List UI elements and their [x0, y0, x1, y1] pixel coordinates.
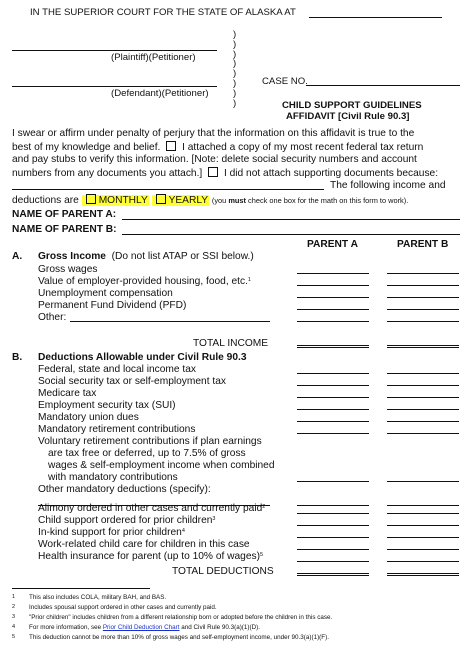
social-security-tax-label: Social security tax or self-employment tax — [38, 376, 226, 387]
in-kind-support-label: In-kind support for prior children$^4$ — [38, 527, 185, 538]
sui-tax-b[interactable] — [387, 409, 459, 410]
pfd-a[interactable] — [297, 309, 369, 310]
defendant-label: (Defendant)(Petitioner) — [111, 88, 209, 99]
housing-value-label: Value of employer-provided housing, food, etc.$^1$ — [38, 276, 251, 287]
check-note-1: (you — [211, 196, 229, 205]
mandatory-retirement-b[interactable] — [387, 433, 459, 434]
gross-wages-label: Gross wages — [38, 264, 98, 275]
period-selection-row — [12, 194, 408, 206]
total-deductions-label: TOTAL DEDUCTIONS — [172, 566, 274, 577]
caption-bracket: ) ) ) ) ) ) ) ) — [233, 29, 237, 109]
section-a-title: Gross Income — [38, 251, 106, 262]
sui-tax-a[interactable] — [297, 409, 369, 410]
housing-value-b[interactable] — [387, 285, 459, 286]
oath-line-4b: I did not attach supporting documents because: — [223, 168, 439, 179]
total-income-a[interactable] — [297, 345, 369, 346]
oath-line-5: The following income and — [330, 180, 446, 191]
monthly-label: MONTHLY — [98, 195, 148, 206]
other-income-a[interactable] — [297, 321, 369, 322]
sui-tax-label: Employment security tax (SUI) — [38, 400, 176, 411]
section-a-note: (Do not list ATAP or SSI below.) — [111, 251, 254, 262]
section-a-letter: A. — [12, 251, 23, 262]
oath-line-2 — [12, 141, 423, 153]
total-deductions-a-double — [297, 575, 369, 576]
total-deductions-b-double — [387, 575, 459, 576]
other-income-label: Other: — [38, 312, 67, 323]
mandatory-retirement-a[interactable] — [297, 433, 369, 434]
other-deductions-b[interactable] — [387, 505, 459, 506]
oath-line-3: and pay stubs to verify this information. [Note: delete social security numbers and account — [12, 154, 417, 165]
no-documents-checkbox[interactable] — [208, 167, 218, 177]
union-dues-label: Mandatory union dues — [38, 412, 139, 423]
pfd-label: Permanent Fund Dividend (PFD) — [38, 300, 187, 311]
case-no-label: CASE NO. — [262, 76, 308, 87]
defendant-name-field[interactable] — [12, 86, 217, 87]
alimony-b[interactable] — [387, 513, 459, 514]
child-care-a[interactable] — [297, 549, 369, 550]
other-deductions-label: Other mandatory deductions (specify): — [38, 484, 211, 495]
oath-line-1: I swear or affirm under penalty of perjury that the information on this affidavit is true to the — [12, 128, 415, 139]
section-a-heading — [38, 251, 254, 262]
income-tax-a[interactable] — [297, 373, 369, 374]
footnote-4-text: For more information, see Prior Child Deduction Chart and Civil Rule 90.3(a)(1)(D). — [29, 624, 260, 631]
parent-b-column-header: PARENT B — [397, 239, 449, 250]
prior-child-support-b[interactable] — [387, 525, 459, 526]
parent-b-label: NAME OF PARENT B: — [12, 224, 117, 235]
parent-a-column-header: PARENT A — [307, 239, 358, 250]
other-income-specify-field[interactable] — [70, 321, 270, 322]
form-title-2: AFFIDAVIT [Civil Rule 90.3] — [286, 111, 410, 122]
footnote-5-number: 5 — [12, 634, 16, 640]
voluntary-retirement-label-4: with mandatory contributions — [48, 472, 178, 483]
oath-line-2a: best of my knowledge and belief. — [12, 142, 161, 153]
health-insurance-a[interactable] — [297, 561, 369, 562]
monthly-checkbox[interactable] — [86, 194, 96, 204]
total-income-b-double — [387, 347, 459, 348]
section-b-letter: B. — [12, 352, 23, 363]
plaintiff-label: (Plaintiff)(Petitioner) — [111, 52, 196, 63]
total-income-b[interactable] — [387, 345, 459, 346]
medicare-tax-a[interactable] — [297, 397, 369, 398]
prior-child-deduction-chart-link[interactable]: Prior Child Deduction Chart — [102, 624, 180, 631]
check-note-must: must — [228, 196, 246, 205]
child-care-label: Work-related child care for children in this case — [38, 539, 250, 550]
footnote-5-text: This deduction cannot be more than 10% of gross wages and self-employment income, under 90.3(a)(1)(F). — [29, 634, 329, 641]
court-location-field[interactable] — [309, 17, 442, 18]
income-tax-b[interactable] — [387, 373, 459, 374]
oath-line-2b: I attached a copy of my most recent federal tax return — [182, 142, 424, 153]
footnote-3-text: "Prior children" includes children from a different relationship born or adopted before the children in this case. — [29, 614, 333, 621]
mandatory-retirement-label: Mandatory retirement contributions — [38, 424, 196, 435]
total-income-label: TOTAL INCOME — [193, 338, 269, 349]
no-documents-reason-field[interactable] — [12, 189, 324, 190]
social-security-tax-a[interactable] — [297, 385, 369, 386]
yearly-checkbox[interactable] — [156, 194, 166, 204]
gross-wages-a[interactable] — [297, 273, 369, 274]
total-deductions-b[interactable] — [387, 573, 459, 574]
court-title: IN THE SUPERIOR COURT FOR THE STATE OF ALASKA AT — [30, 7, 296, 18]
deductions-are-label: deductions are — [12, 195, 79, 206]
social-security-tax-b[interactable] — [387, 385, 459, 386]
voluntary-retirement-b[interactable] — [387, 481, 459, 482]
monthly-option[interactable] — [82, 195, 149, 206]
prior-child-support-a[interactable] — [297, 525, 369, 526]
yearly-option[interactable] — [152, 195, 209, 206]
unemployment-label: Unemployment compensation — [38, 288, 173, 299]
section-b-title: Deductions Allowable under Civil Rule 90.3 — [38, 352, 247, 363]
union-dues-b[interactable] — [387, 421, 459, 422]
footnote-2-text: Includes spousal support ordered in other cases and currently paid. — [29, 604, 217, 611]
housing-value-a[interactable] — [297, 285, 369, 286]
medicare-tax-label: Medicare tax — [38, 388, 97, 399]
total-deductions-a[interactable] — [297, 573, 369, 574]
footnote-4-number: 4 — [12, 624, 16, 630]
oath-line-4 — [12, 167, 438, 179]
prior-child-support-label: Child support ordered for prior children$^3$ — [38, 515, 216, 526]
unemployment-b[interactable] — [387, 297, 459, 298]
parent-b-name-field[interactable] — [122, 234, 460, 235]
other-income-b[interactable] — [387, 321, 459, 322]
parent-a-label: NAME OF PARENT A: — [12, 209, 117, 220]
income-tax-label: Federal, state and local income tax — [38, 364, 196, 375]
yearly-label: YEARLY — [168, 195, 209, 206]
check-note-2: check one box for the math on this form to work). — [246, 196, 409, 205]
footnote-1-text: This also includes COLA, military BAH, and BAS. — [29, 594, 167, 601]
other-deductions-a[interactable] — [297, 505, 369, 506]
gross-wages-b[interactable] — [387, 273, 459, 274]
alimony-a[interactable] — [297, 513, 369, 514]
voluntary-retirement-a[interactable] — [297, 481, 369, 482]
in-kind-support-a[interactable] — [297, 537, 369, 538]
health-insurance-label: Health insurance for parent (up to 10% of wages)$^5$ — [38, 551, 264, 562]
case-no-field[interactable] — [306, 85, 460, 86]
medicare-tax-b[interactable] — [387, 397, 459, 398]
child-care-b[interactable] — [387, 549, 459, 550]
form-title-1: CHILD SUPPORT GUIDELINES — [282, 100, 422, 111]
alimony-label: Alimony ordered in other cases and currently paid$^2$ — [38, 503, 266, 514]
union-dues-a[interactable] — [297, 421, 369, 422]
attached-tax-return-checkbox[interactable] — [166, 141, 176, 151]
footnote-divider — [12, 588, 150, 589]
pfd-b[interactable] — [387, 309, 459, 310]
health-insurance-b[interactable] — [387, 561, 459, 562]
voluntary-retirement-label-1: Voluntary retirement contributions if plan earnings — [38, 436, 262, 447]
footnote-3-number: 3 — [12, 614, 16, 620]
unemployment-a[interactable] — [297, 297, 369, 298]
voluntary-retirement-label-2: are tax free or deferred, up to 7.5% of gross — [48, 448, 246, 459]
voluntary-retirement-label-3: wages & self-employment income when combined — [48, 460, 275, 471]
parent-a-name-field[interactable] — [122, 219, 460, 220]
in-kind-support-b[interactable] — [387, 537, 459, 538]
total-income-a-double — [297, 347, 369, 348]
plaintiff-name-field[interactable] — [12, 50, 217, 51]
footnote-1-number: 1 — [12, 594, 16, 600]
footnote-2-number: 2 — [12, 604, 16, 610]
oath-line-4a: numbers from any documents you attach.] — [12, 168, 203, 179]
